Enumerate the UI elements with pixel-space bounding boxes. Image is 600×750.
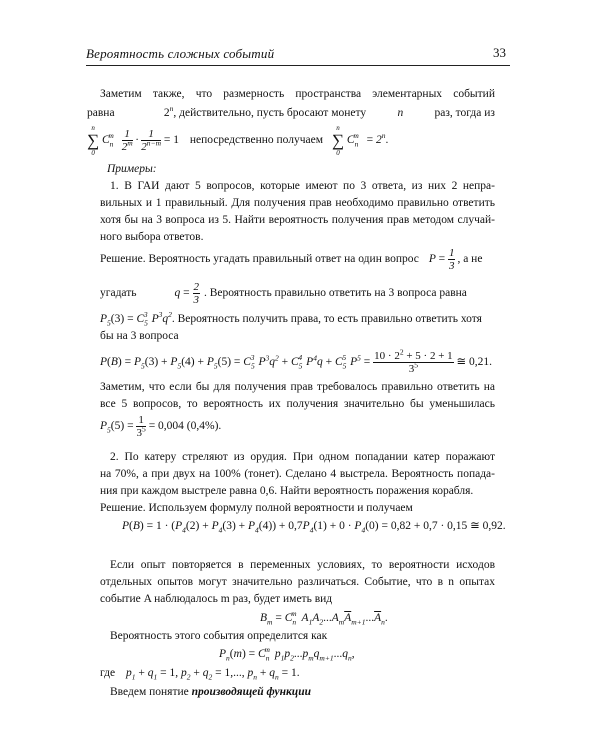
examples-label: Примеры: [107,163,157,175]
sol1-line1: Решение. Вероятность угадать правильный ответ на один вопрос P = $\frac{1}{3}$ , а не [100,247,483,272]
sol1-line7: все 5 вопросов, то вероятность их получения значительно бы уменьшилась [100,398,495,410]
p-equals-one-third: P = $\frac{1}{3}$ [428,247,455,272]
ex2-line2: на 70%, а при двух на 100% (тонет). Сделано 4 выстрела. Вероятность попада- [100,468,495,480]
ex2-line3: ния при каждом выстреле равна 0,6. Найти вероятность поражения корабля. [100,485,474,497]
generating-function-term: производящей функции [191,686,311,698]
p1-line2: равна 2$^n$, действительно, пусть бросают монету n раз, тогда из [87,104,495,119]
sol1-line8: $P_5(5)$ = $\frac{1}{3^5}$ = 0,004 (0,4%). [100,414,222,439]
sol1-line2: угадать q = $\frac{2}{3}$ . Вероятность правильно ответить на 3 вопроса равна [100,281,467,306]
pq-sum-conditions: $p_1 + q_1 = 1$, $p_2 + q_2 = 1$,..., $p_n + q_n = 1$. [125,667,300,682]
q-equals-two-thirds: q = $\frac{2}{3}$ [174,281,199,306]
ex2-line4: Решение. Используем формулу полной вероятности и получаем [100,502,413,514]
p2-line7: где $p_1 + q_1 = 1$, $p_2 + q_2 = 1$,..., $p_n + q_n = 1$. [100,667,300,682]
bm-formula: $B_m = C_n^m$ $A_1A_2...A_m\overline{A}_{m+1}...\overline{A}_n$. [260,609,388,627]
pb-sum-formula: $P(B) = P_5(3) + P_5(4) + P_5(5) = C_5^3$ $P^3q^2 + C_5^4$ $P^4q + C_5^5$ $P^5$ = $\frac{10 \cdot 2^2 + 5 \cdot 2 + 1}{3^5}$ ≅ 0,21. [100,347,493,375]
ex2-line1: 2. По катеру стреляют из орудия. При одном попадании катер поражают [110,451,495,463]
total-probability-formula: $P(B) = 1 \cdot (P_4(2) + P_4(3) + P_4(4)) + 0,7P_4(1) + 0 \cdot P_4(0) = 0,82 + 0,7 \cdot 0,15$ ≅ 0,92. [122,520,506,535]
p5-of-3-formula: $P_5(3) = C_5^3$ $P^3q^2$ [100,310,172,328]
p2-line2: отдельных опытов могут значительно различаться. Событие, что в n опытах [100,576,495,588]
ex1-line2: вильных и 1 правильный. Для получения прав необходимо правильно ответить [100,197,495,209]
sol1-line6: Заметим, что если бы для получения прав требовалось правильно ответить на [100,381,495,393]
page-number: 33 [493,45,506,60]
sum-binomial-formula: n ∑ 0 $C_n^m = 2^n$. [331,124,389,157]
sol1-line3: $P_5(3) = C_5^3$ $P^3q^2$. Вероятность получить права, то есть правильно ответить хотя [100,310,482,328]
p1-line1: Заметим также, что размерность пространства элементарных событий [100,88,495,100]
p2-line5: Вероятность этого события определится как [110,630,328,642]
p2-line3: событие A наблюдалось m раз, будет иметь вид [100,593,333,605]
p2-line1: Если опыт повторяется в переменных условиях, то вероятности исходов [110,559,495,571]
ex1-line1: 1. В ГАИ дают 5 вопросов, которые имеют по 3 ответа, из них 2 непра- [110,180,495,192]
sum-identity-formula: n ∑ 0 $C_n^m$ $\frac{1}{2^m}$ · $\frac{1}{2^{n-m}}$ = 1 [87,124,179,157]
p1-line3: n ∑ 0 $C_n^m$ $\frac{1}{2^m}$ · $\frac{1}{2^{n-m}}$ = 1 непосредственно получаем n ∑ 0 $C_n^m = 2^n$. [87,124,389,157]
pn-formula: $P_n(m) = C_n^m$ $p_1p_2...p_mq_{m+1}...q_n$, [219,645,355,663]
ex1-line3: хотя бы на 3 вопроса из 5. Найти вероятность получения прав методом случай- [100,214,495,226]
header-rule [86,65,510,66]
running-title: Вероятность сложных событий [86,46,275,61]
two-power-n: 2 [163,107,170,119]
p5-of-5-formula: $P_5(5)$ = $\frac{1}{3^5}$ [100,414,146,439]
ex1-line4: ного выбора ответов. [100,231,204,243]
sol1-line4: бы на 3 вопроса [100,330,179,342]
p2-line8: Введем понятие производящей функции [110,686,311,698]
